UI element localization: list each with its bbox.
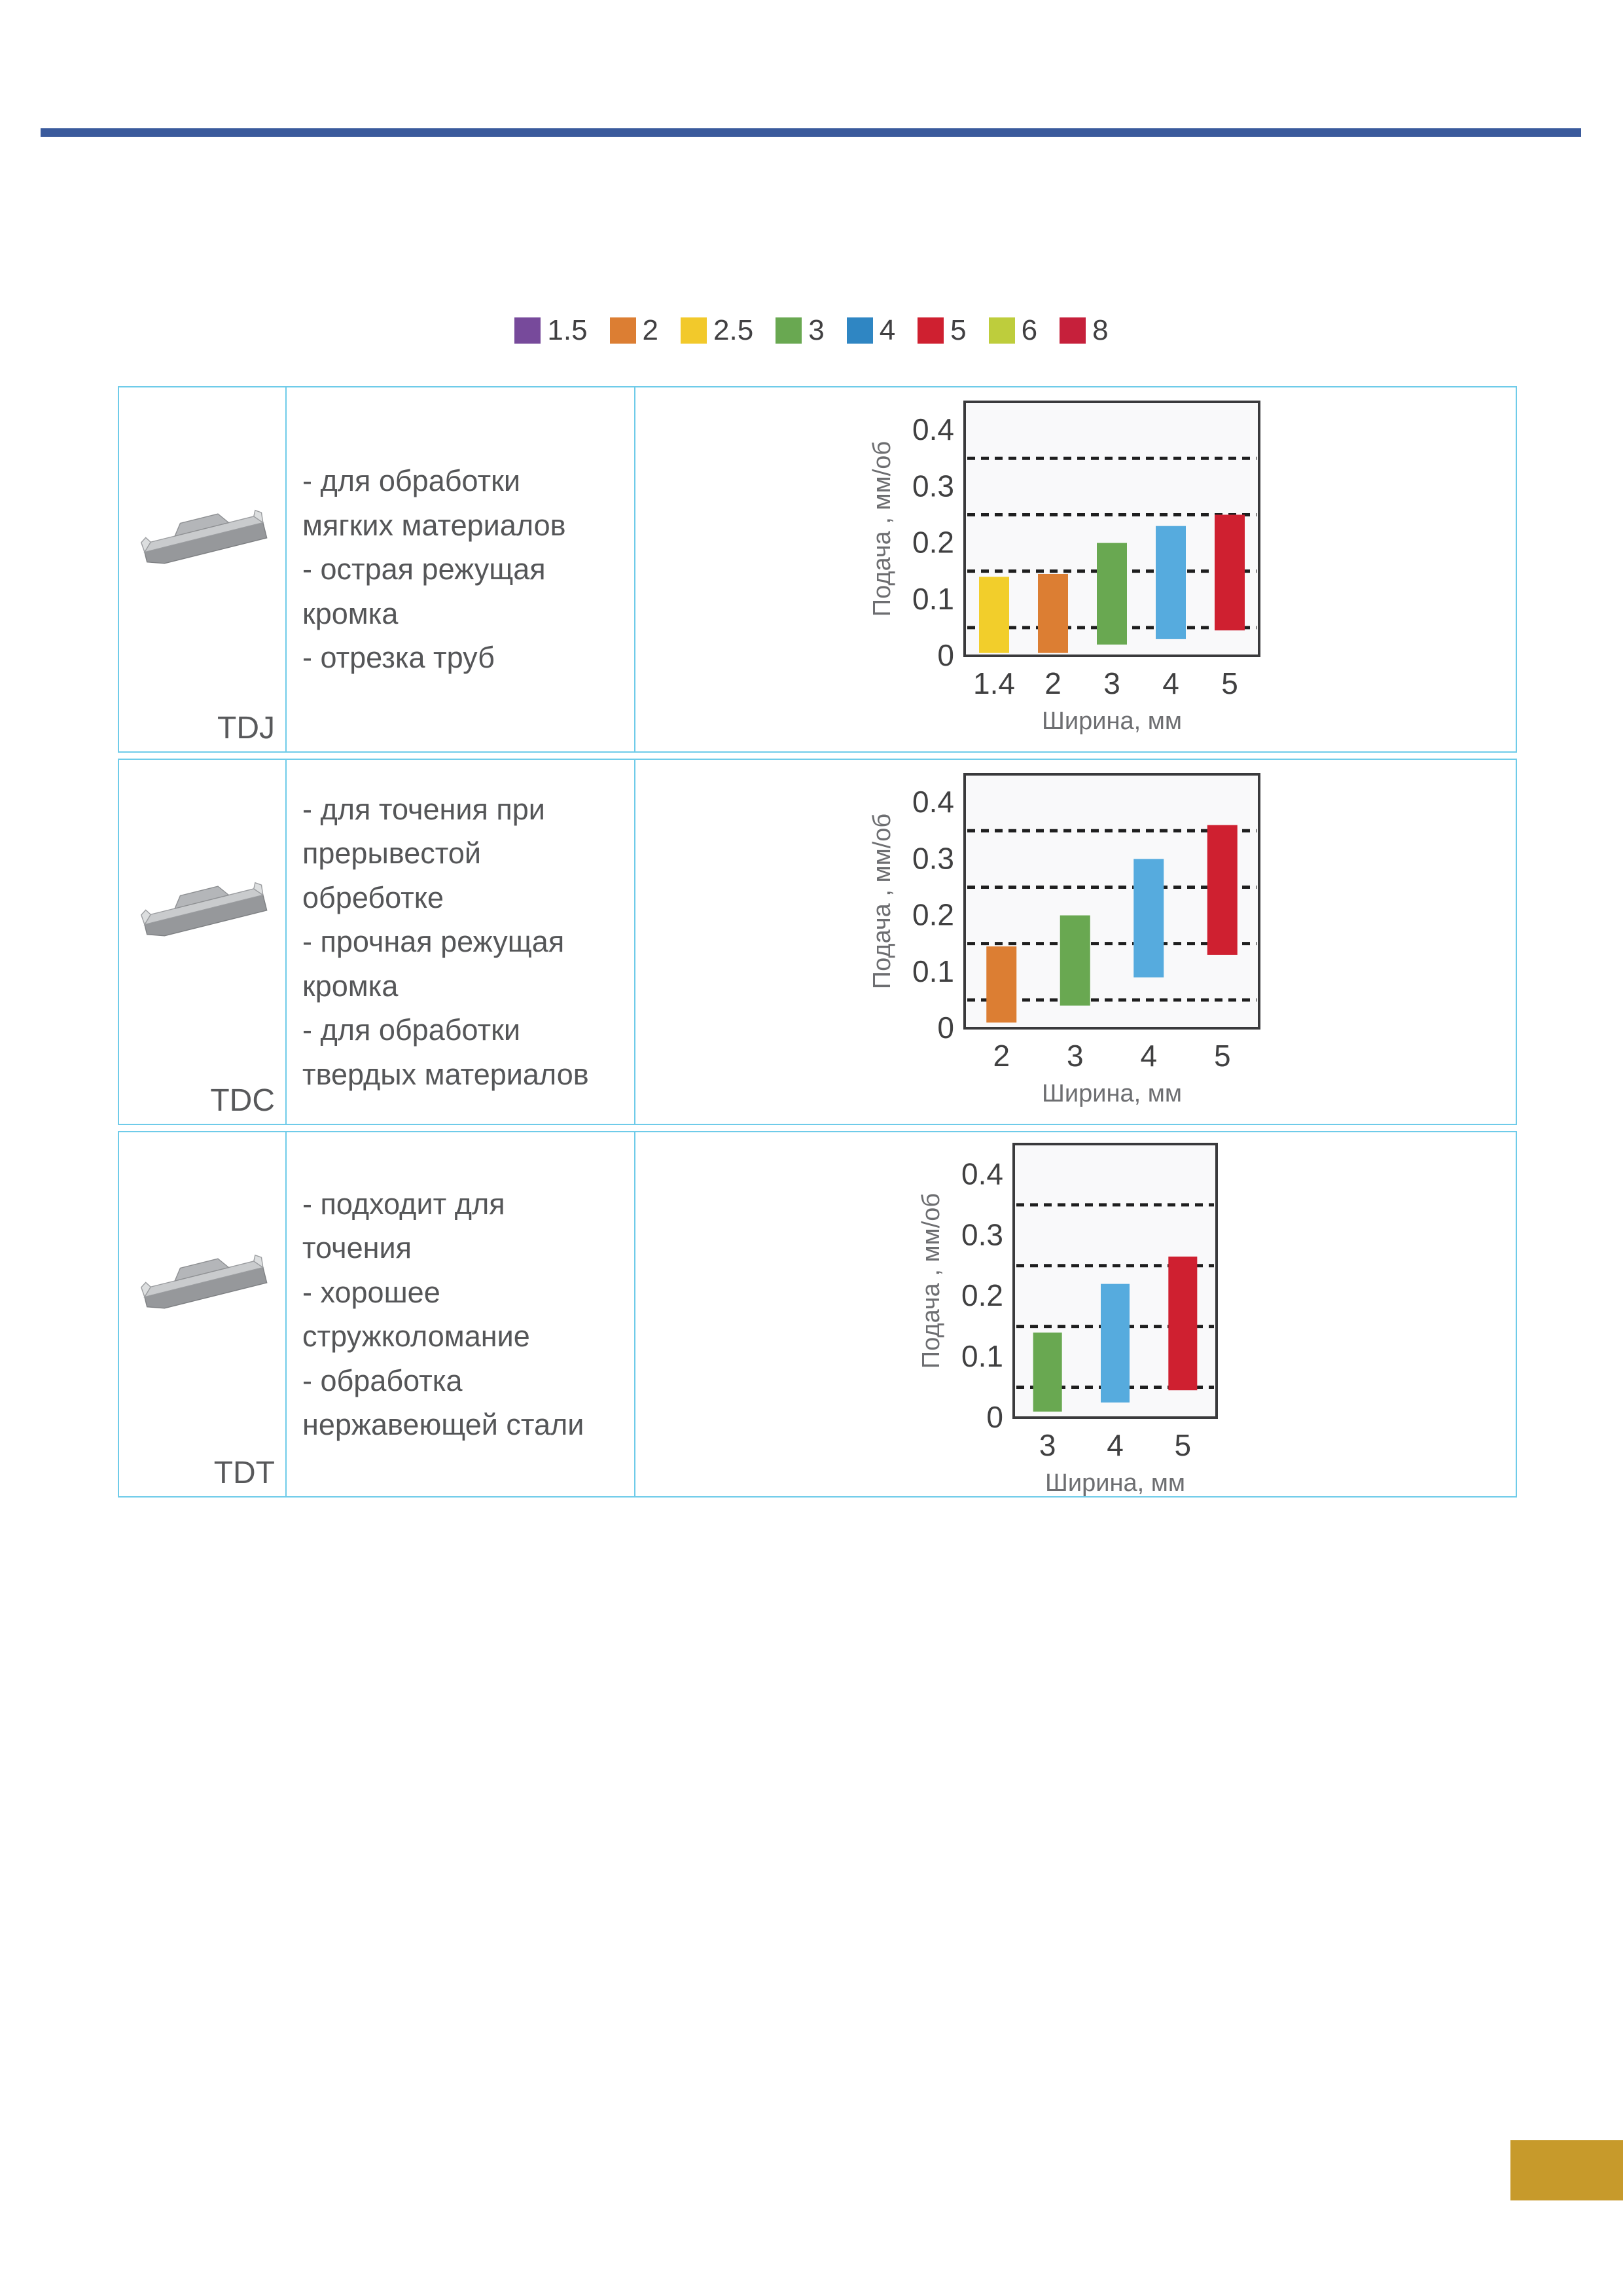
y-axis-label: Подача , мм/об: [917, 1193, 945, 1369]
x-axis-label: Ширина, мм: [1041, 1080, 1182, 1107]
charts-cell: [635, 387, 1516, 751]
legend-item-label: 5: [950, 314, 967, 346]
color-swatch: [918, 317, 944, 344]
tdj-feed-vs-width-chart: [866, 393, 1285, 746]
bullet-line: - для обработки мягких материалов: [302, 464, 566, 542]
legend-item-label: 3: [808, 314, 825, 346]
color-swatch: [1060, 317, 1086, 344]
x-tick-label: 3: [1066, 1039, 1084, 1073]
row-code: TDC: [210, 1083, 275, 1118]
insert-image: [128, 482, 276, 584]
bullet-line: - острая режущая кромка: [302, 552, 546, 630]
x-tick-label: 5: [1213, 1039, 1231, 1073]
table-row: [118, 759, 1517, 1125]
legend-item-label: 1.5: [547, 314, 588, 346]
y-tick-label: 0: [936, 1011, 954, 1045]
range-bar: [979, 577, 1009, 653]
bullet-line: - для обработки твердых материалов: [302, 1013, 589, 1091]
table-row: [118, 386, 1517, 753]
y-tick-label: 0.1: [961, 1339, 1003, 1374]
insert-image: [128, 1227, 276, 1329]
legend-item: [610, 314, 658, 347]
x-tick-label: 5: [1174, 1428, 1191, 1462]
legend-item: [514, 314, 587, 347]
legend-item: [681, 314, 753, 347]
y-tick-label: 0.3: [912, 469, 954, 503]
charts-cell: [635, 1132, 1516, 1496]
x-axis-label: Ширина, мм: [1044, 1469, 1185, 1496]
legend-item: [1060, 314, 1108, 347]
color-swatch: [610, 317, 636, 344]
insert-cell: [119, 387, 287, 751]
x-tick-label: 4: [1106, 1428, 1124, 1462]
row-code: TDT: [213, 1456, 275, 1490]
bullet-line: - обработка нержавеющей стали: [302, 1363, 584, 1441]
y-tick-label: 0.3: [912, 841, 954, 876]
width-color-legend: [0, 314, 1623, 347]
harto-logo: [1202, 48, 1509, 128]
color-swatch: [776, 317, 802, 344]
table-row: [118, 1131, 1517, 1498]
legend-item-label: 4: [879, 314, 896, 346]
y-tick-label: 0.1: [912, 954, 954, 988]
color-swatch: [989, 317, 1015, 344]
x-tick-label: 2: [992, 1039, 1010, 1073]
legend-item: [847, 314, 895, 347]
range-bar: [1215, 514, 1245, 630]
charts-cell: [635, 760, 1516, 1124]
y-tick-label: 0.4: [912, 412, 954, 447]
description-cell: [287, 760, 635, 1124]
description-cell: [287, 387, 635, 751]
description-text: [302, 787, 616, 1097]
legend-item-label: 6: [1021, 314, 1038, 346]
description-text: [302, 459, 616, 680]
x-tick-label: 3: [1039, 1428, 1056, 1462]
y-tick-label: 0.4: [912, 785, 954, 819]
insert-image: [128, 855, 276, 956]
color-swatch: [847, 317, 873, 344]
range-bar: [1168, 1257, 1197, 1390]
range-bar: [986, 946, 1016, 1022]
y-tick-label: 0.1: [912, 581, 954, 616]
description-cell: [287, 1132, 635, 1496]
range-bar: [1038, 574, 1068, 653]
range-bar: [1033, 1333, 1061, 1412]
range-bar: [1101, 1284, 1130, 1403]
x-axis-label: Ширина, мм: [1041, 708, 1182, 735]
header-divider: [41, 128, 1581, 137]
legend-item-label: 2: [642, 314, 659, 346]
legend-item: [776, 314, 824, 347]
bullet-line: - прочная режущая кромка: [302, 925, 565, 1003]
legend-item: [989, 314, 1037, 347]
y-tick-label: 0.3: [961, 1217, 1003, 1252]
bullet-line: - отрезка труб: [302, 641, 495, 675]
tdc-feed-vs-width-chart: [866, 765, 1285, 1119]
y-tick-label: 0: [986, 1400, 1003, 1434]
y-tick-label: 0.4: [961, 1157, 1003, 1191]
range-bar: [1207, 825, 1237, 955]
row-code: TDJ: [217, 711, 275, 745]
y-tick-label: 0.2: [912, 525, 954, 560]
legend-item-label: 2.5: [713, 314, 754, 346]
x-tick-label: 2: [1044, 666, 1061, 700]
legend-item-label: 8: [1092, 314, 1109, 346]
bullet-line: - подходит для точения: [302, 1187, 505, 1265]
color-swatch: [514, 317, 541, 344]
bullet-line: - хорошее стружколомание: [302, 1275, 530, 1353]
y-tick-label: 0.2: [912, 897, 954, 932]
insert-cell: [119, 760, 287, 1124]
x-tick-label: 4: [1139, 1039, 1157, 1073]
inserts-table: [118, 386, 1517, 1503]
range-bar: [1156, 526, 1186, 639]
bullet-line: - для точения при прерывестой обреботке: [302, 792, 545, 914]
range-bar: [1133, 859, 1164, 977]
insert-cell: [119, 1132, 287, 1496]
x-tick-label: 1.4: [972, 666, 1015, 700]
y-tick-label: 0: [936, 638, 954, 672]
page-number-badge: [1510, 2140, 1623, 2200]
tdt-feed-vs-width-chart: [916, 1132, 1236, 1496]
legend-item: [918, 314, 966, 347]
y-axis-label: Подача , мм/об: [868, 813, 896, 990]
description-text: [302, 1182, 616, 1447]
color-swatch: [681, 317, 707, 344]
y-axis-label: Подача , мм/об: [868, 440, 896, 617]
x-tick-label: 5: [1221, 666, 1238, 700]
y-tick-label: 0.2: [961, 1278, 1003, 1313]
range-bar: [1097, 543, 1127, 645]
x-tick-label: 4: [1162, 666, 1179, 700]
range-bar: [1060, 916, 1090, 1006]
x-tick-label: 3: [1103, 666, 1120, 700]
